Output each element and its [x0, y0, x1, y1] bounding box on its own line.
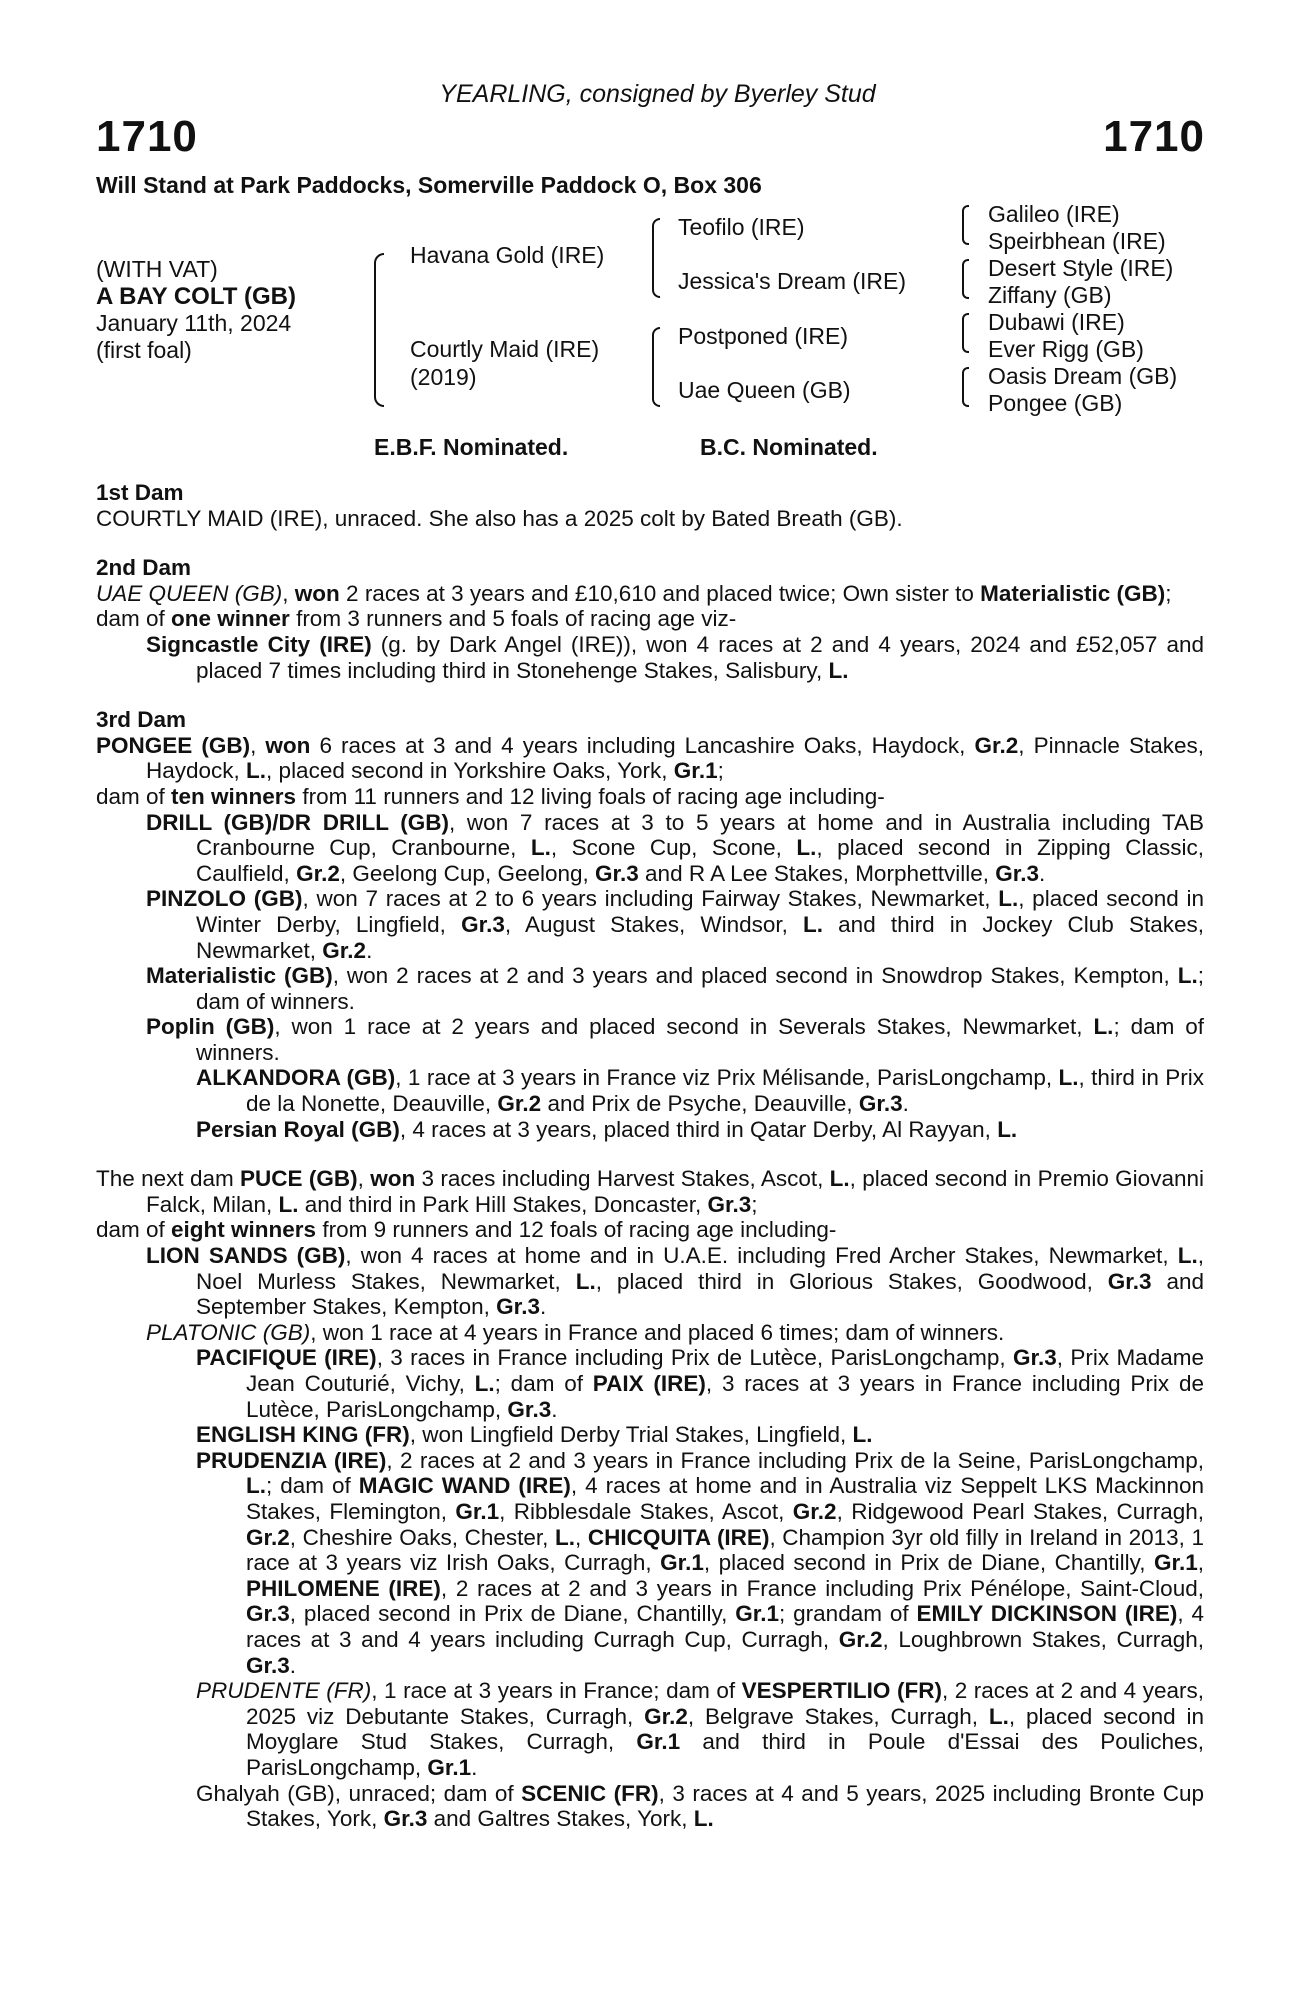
ss-sire: Galileo (IRE) [988, 201, 1120, 227]
pedigree-brace-main [374, 253, 384, 407]
lot-number-left: 1710 [96, 112, 198, 161]
pedigree-brace-sd [962, 259, 969, 299]
produce-poplin: Poplin (GB), won 1 race at 2 years and placed second in Severals Stakes, Newmarket, L.; dam of winners. [146, 1014, 1204, 1065]
produce-platonic: PLATONIC (GB), won 1 race at 4 years in France and placed 6 times; dam of winners. [146, 1319, 1005, 1345]
foaling-date: January 11th, 2024 [96, 310, 292, 336]
vat-note: (WITH VAT) [96, 256, 218, 282]
produce-prudente: PRUDENTE (FR), 1 race at 3 years in France; dam of VESPERTILIO (FR), 2 races at 2 and 4 years, 2025 viz Debutante Stakes, Curragh, Gr.2, Belgrave Stakes, Curragh, L., placed second in Moyglare Stud Stakes, Curragh, Gr.1 and third in Poule d'Essai des Pouliches, ParisLongchamp, Gr.1. [196, 1678, 1205, 1780]
dd-dam: Pongee (GB) [988, 390, 1123, 416]
pedigree-brace-dam [652, 327, 660, 407]
sd-dam: Ziffany (GB) [988, 282, 1112, 308]
dam-year: (2019) [410, 364, 477, 390]
first-dam-title: 1st Dam [96, 480, 184, 505]
produce-english-king: ENGLISH KING (FR), won Lingfield Derby Trial Stakes, Lingfield, L. [196, 1422, 873, 1448]
dam-dam: Uae Queen (GB) [678, 377, 851, 403]
next-dam-text: The next dam PUCE (GB), won 3 races including Harvest Stakes, Ascot, L., placed second in Premio Giovanni Falck, Milan, L. and third in Park Hill Stakes, Doncaster, Gr.3; [96, 1166, 1204, 1217]
produce-persian-royal: Persian Royal (GB), 4 races at 3 years, placed third in Qatar Derby, Al Rayyan, L. [196, 1116, 1018, 1142]
dd-sire: Oasis Dream (GB) [988, 363, 1178, 389]
produce-ghalyah: Ghalyah (GB), unraced; dam of SCENIC (FR), 3 races at 4 and 5 years, 2025 including Bronte Cup Stakes, York, Gr.3 and Galtres Stakes, York, L. [196, 1780, 1204, 1832]
dam: Courtly Maid (IRE) [410, 336, 600, 362]
ss-dam: Speirbhean (IRE) [988, 228, 1166, 254]
pedigree-brace-ss [962, 205, 969, 245]
second-dam-produce-intro: dam of one winner from 3 runners and 5 foals of racing age viz- [96, 606, 737, 632]
sire: Havana Gold (IRE) [410, 242, 605, 268]
third-dam-produce-intro: dam of ten winners from 11 runners and 12 living foals of racing age including- [96, 783, 885, 809]
bc-nomination: B.C. Nominated. [700, 434, 878, 460]
first-dam-text: COURTLY MAID (IRE), unraced. She also has a 2025 colt by Bated Breath (GB). [96, 505, 903, 531]
second-dam-text: UAE QUEEN (GB), won 2 races at 3 years and £10,610 and placed twice; Own sister to Materialistic (GB); [96, 580, 1172, 606]
pedigree-brace-ds [962, 313, 969, 353]
produce-lion-sands: LION SANDS (GB), won 4 races at home and in U.A.E. including Fred Archer Stakes, Newmarket, L., Noel Murless Stakes, Newmarket, L., placed third in Glorious Stakes, Goodwood, Gr.3 and September Stakes, Kempton, Gr.3. [146, 1243, 1205, 1320]
third-dam-title: 3rd Dam [96, 707, 187, 733]
sire-sire: Teofilo (IRE) [678, 214, 805, 240]
consignment-header: YEARLING, consigned by Byerley Stud [439, 80, 876, 108]
produce-pinzolo: PINZOLO (GB), won 7 races at 2 to 6 years including Fairway Stakes, Newmarket, L., placed second in Winter Derby, Lingfield, Gr.3, August Stakes, Windsor, L. and third in Jockey Club Stakes, Newmarket, Gr.2. [146, 886, 1205, 963]
foal-note: (first foal) [96, 337, 192, 363]
ebf-nomination: E.B.F. Nominated. [374, 434, 569, 460]
sire-dam: Jessica's Dream (IRE) [678, 268, 907, 294]
ds-dam: Ever Rigg (GB) [988, 336, 1144, 362]
produce-signcastle-city: Signcastle City (IRE) (g. by Dark Angel (IRE)), won 4 races at 2 and 4 years, 2024 and £52,057 and placed 7 times including third in Stonehenge Stakes, Salisbury, L. [146, 631, 1204, 683]
stand-location: Will Stand at Park Paddocks, Somerville Paddock O, Box 306 [96, 172, 762, 198]
produce-materialistic: Materialistic (GB), won 2 races at 2 and 3 years and placed second in Snowdrop Stakes, Kempton, L.; dam of winners. [146, 963, 1204, 1014]
second-dam-title: 2nd Dam [96, 555, 192, 581]
horse-name: A BAY COLT (GB) [96, 283, 297, 310]
pedigree-brace-sire [652, 218, 660, 298]
ds-sire: Dubawi (IRE) [988, 309, 1125, 335]
pedigree-brace-dd [962, 367, 969, 407]
third-dam-text: PONGEE (GB), won 6 races at 3 and 4 years including Lancashire Oaks, Haydock, Gr.2, Pinnacle Stakes, Haydock, L., placed second in Yorkshire Oaks, York, Gr.1; [96, 732, 1205, 784]
lot-number-right: 1710 [1103, 112, 1205, 161]
produce-alkandora: ALKANDORA (GB), 1 race at 3 years in France viz Prix Mélisande, ParisLongchamp, L., third in Prix de la Nonette, Deauville, Gr.2 and Prix de Psyche, Deauville, Gr.3. [196, 1065, 1204, 1117]
dam-sire: Postponed (IRE) [678, 323, 849, 349]
sd-sire: Desert Style (IRE) [988, 255, 1174, 281]
next-dam-produce-intro: dam of eight winners from 9 runners and 12 foals of racing age including- [96, 1217, 837, 1243]
pedigree-body [96, 480, 1204, 1832]
produce-pacifique: PACIFIQUE (IRE), 3 races in France including Prix de Lutèce, ParisLongchamp, Gr.3, Prix Madame Jean Couturié, Vichy, L.; dam of PAIX (IRE), 3 races at 3 years in France including Prix de Lutèce, ParisLongchamp, Gr.3. [196, 1345, 1204, 1422]
produce-drill: DRILL (GB)/DR DRILL (GB), won 7 races at 3 to 5 years at home and in Australia including TAB Cranbourne Cup, Cranbourne, L., Scone Cup, Scone, L., placed second in Zipping Classic, Caulfield, Gr.2, Geelong Cup, Geelong, Gr.3 and R A Lee Stakes, Morphettville, Gr.3. [146, 809, 1204, 886]
produce-prudenzia: PRUDENZIA (IRE), 2 races at 2 and 3 years in France including Prix de la Seine, ParisLongchamp, L.; dam of MAGIC WAND (IRE), 4 races at home and in Australia viz Seppelt LKS Mackinnon Stakes, Flemington, Gr.1, Ribblesdale Stakes, Ascot, Gr.2, Ridgewood Pearl Stakes, Curragh, Gr.2, Cheshire Oaks, Chester, L., CHICQUITA (IRE), Champion 3yr old filly in Ireland in 2013, 1 race at 3 years viz Irish Oaks, Curragh, Gr.1, placed second in Prix de Diane, Chantilly, Gr.1, PHILOMENE (IRE), 2 races at 2 and 3 years in France including Prix Pénélope, Saint-Cloud, Gr.3, placed second in Prix de Diane, Chantilly, Gr.1; grandam of EMILY DICKINSON (IRE), 4 races at 3 and 4 years including Curragh Cup, Curragh, Gr.2, Loughbrown Stakes, Curragh, Gr.3. [196, 1447, 1205, 1678]
